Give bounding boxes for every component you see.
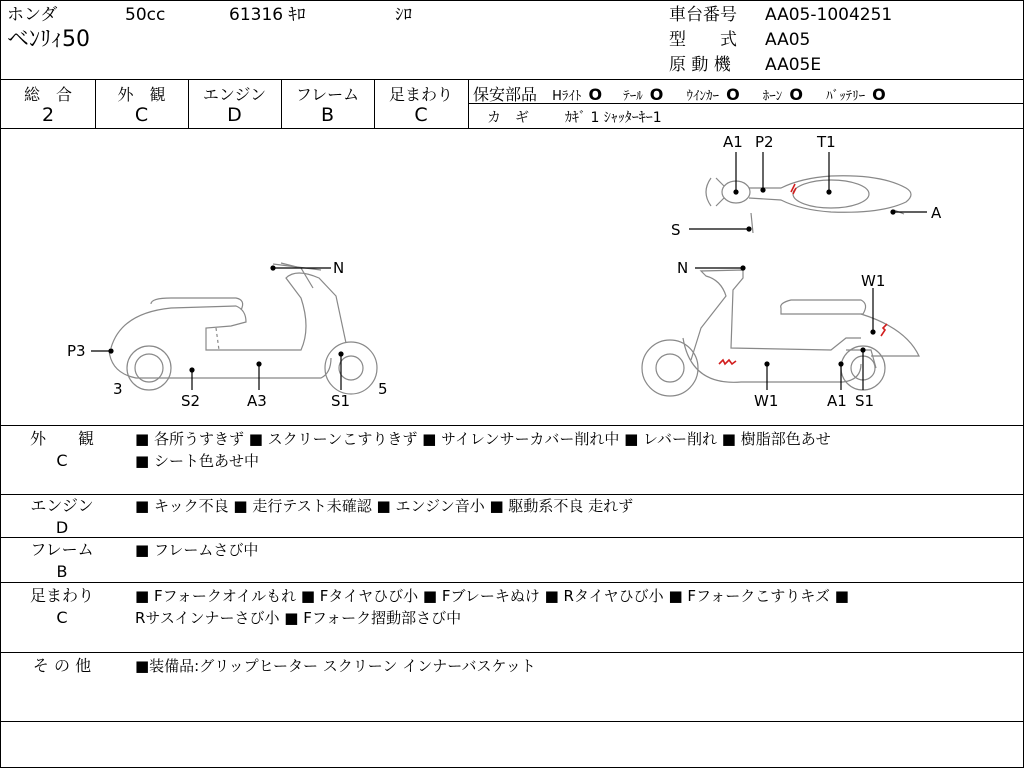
header bbox=[1, 1, 1023, 79]
section-line: ■ シート色あせ中 bbox=[135, 452, 259, 470]
grade-label: エンジン bbox=[202, 85, 267, 104]
section-items bbox=[135, 428, 1005, 472]
frame-no-label: 車台番号 bbox=[669, 5, 737, 25]
label-a1: A1 bbox=[723, 133, 743, 151]
section-items bbox=[135, 585, 1005, 629]
section-category-label: 外 観 bbox=[29, 429, 94, 448]
section-category-label: フレーム bbox=[30, 540, 94, 559]
engine-label: 原 動 機 bbox=[669, 55, 731, 75]
grade-value: C bbox=[414, 104, 428, 126]
label-t1: T1 bbox=[817, 133, 836, 151]
key-label: カ ギ bbox=[487, 110, 529, 126]
section-exterior bbox=[1, 426, 1023, 495]
section-grade: D bbox=[55, 518, 69, 537]
section-items bbox=[135, 655, 1005, 677]
label-w1-top: W1 bbox=[861, 272, 886, 290]
section-category bbox=[15, 428, 109, 472]
label-a3: A3 bbox=[247, 392, 267, 410]
label-5: 5 bbox=[378, 380, 388, 398]
engine-value: AA05E bbox=[765, 55, 822, 75]
safety-item-mark: O bbox=[872, 85, 886, 104]
section-grade: C bbox=[56, 608, 68, 627]
section-line: ■ 各所うすきず ■ スクリーンこすりきず ■ サイレンサーカバー削れ中 ■ レバー削れ ■ 樹脂部色あせ bbox=[135, 430, 831, 448]
grade-overall bbox=[1, 80, 96, 128]
section-category-label: エンジン bbox=[30, 496, 94, 515]
section-category bbox=[15, 585, 109, 629]
label-s1-left: S1 bbox=[331, 392, 351, 410]
label-n-right: N bbox=[677, 259, 689, 277]
grade-exterior bbox=[95, 80, 189, 128]
displacement: 50cc bbox=[125, 5, 166, 25]
safety-item-label: ﾎｰﾝ bbox=[762, 89, 783, 104]
section-category bbox=[15, 539, 109, 583]
section-line: ■ フレームさび中 bbox=[135, 541, 259, 559]
grade-label: 外 観 bbox=[117, 85, 166, 104]
diagram-labels bbox=[67, 133, 942, 410]
label-p2: P2 bbox=[755, 133, 774, 151]
type-label: 型 式 bbox=[669, 30, 737, 50]
section-category bbox=[15, 495, 109, 539]
grade-frame bbox=[281, 80, 375, 128]
safety-parts bbox=[469, 80, 1023, 128]
grade-value: D bbox=[227, 104, 242, 126]
grade-label: フレーム bbox=[295, 85, 360, 104]
label-s: S bbox=[671, 221, 681, 239]
label-s1-right: S1 bbox=[855, 392, 875, 410]
label-3: 3 bbox=[113, 380, 123, 398]
grade-label: 総 合 bbox=[23, 85, 72, 104]
section-line: ■ Fフォークオイルもれ ■ Fタイヤひび小 ■ Fブレーキぬけ ■ Rタイヤひび小 ■ Fフォークこすりキズ ■ bbox=[135, 587, 849, 605]
grade-engine bbox=[188, 80, 282, 128]
label-w1-bottom: W1 bbox=[754, 392, 779, 410]
safety-item-mark: O bbox=[588, 85, 603, 104]
safety-item-label: Hﾗｲﾄ bbox=[552, 89, 582, 104]
key-row bbox=[469, 103, 1023, 129]
section-category bbox=[15, 655, 109, 677]
mileage: 61316 ｷﾛ bbox=[229, 5, 306, 25]
label-a1-right: A1 bbox=[827, 392, 847, 410]
type-value: AA05 bbox=[765, 30, 811, 50]
safety-item-mark: O bbox=[726, 85, 740, 104]
section-items bbox=[135, 495, 1005, 517]
maker: ホンダ bbox=[7, 5, 58, 25]
section-items bbox=[135, 539, 1005, 561]
section-line: ■ キック不良 ■ 走行テスト未確認 ■ エンジン音小 ■ 駆動系不良 走れず bbox=[135, 497, 634, 515]
scooter-left-view bbox=[109, 263, 377, 394]
safety-item-label: ﾃｰﾙ bbox=[623, 89, 643, 104]
frame-no: AA05-1004251 bbox=[765, 5, 893, 25]
grade-value: C bbox=[134, 104, 149, 126]
section-line: ■装備品:グリップヒーター スクリーン インナーバスケット bbox=[135, 657, 536, 675]
grade-value: 2 bbox=[41, 104, 55, 126]
section-other bbox=[1, 653, 1023, 722]
safety-item-label: ﾊﾞｯﾃﾘｰ bbox=[826, 89, 866, 104]
grades-row bbox=[1, 79, 1023, 129]
safety-row bbox=[473, 82, 886, 105]
scooter-diagrams bbox=[1, 128, 1023, 425]
grade-value: B bbox=[320, 104, 335, 126]
grade-suspension bbox=[374, 80, 469, 128]
safety-item-mark: O bbox=[789, 85, 803, 104]
section-category-label: 足まわり bbox=[29, 586, 94, 605]
grade-label: 足まわり bbox=[388, 85, 453, 104]
label-n-left: N bbox=[333, 259, 345, 277]
label-p3: P3 bbox=[67, 342, 86, 360]
section-suspension bbox=[1, 583, 1023, 653]
safety-item-label: ｳｲﾝｶｰ bbox=[686, 89, 719, 104]
color: ｼﾛ bbox=[395, 5, 412, 25]
label-s2: S2 bbox=[181, 392, 201, 410]
safety-title: 保安部品 bbox=[473, 85, 538, 104]
scooter-top-view bbox=[706, 176, 911, 233]
label-a: A bbox=[931, 204, 942, 222]
safety-item-mark: O bbox=[649, 85, 664, 104]
section-line: Rサスインナーさび小 ■ Fフォーク摺動部さび中 bbox=[135, 609, 462, 627]
section-engine bbox=[1, 495, 1023, 538]
damage-diagram bbox=[1, 128, 1023, 426]
section-frame bbox=[1, 538, 1023, 583]
section-category-label: そ の 他 bbox=[32, 656, 92, 675]
model-name: ベﾝﾘｨ50 bbox=[7, 27, 90, 52]
section-grade: C bbox=[56, 451, 68, 470]
section-grade: B bbox=[56, 562, 68, 581]
leader-lines bbox=[91, 152, 927, 390]
key-value: ｶｷﾞ 1 ｼｬｯﾀｰｷｰ1 bbox=[565, 110, 662, 126]
